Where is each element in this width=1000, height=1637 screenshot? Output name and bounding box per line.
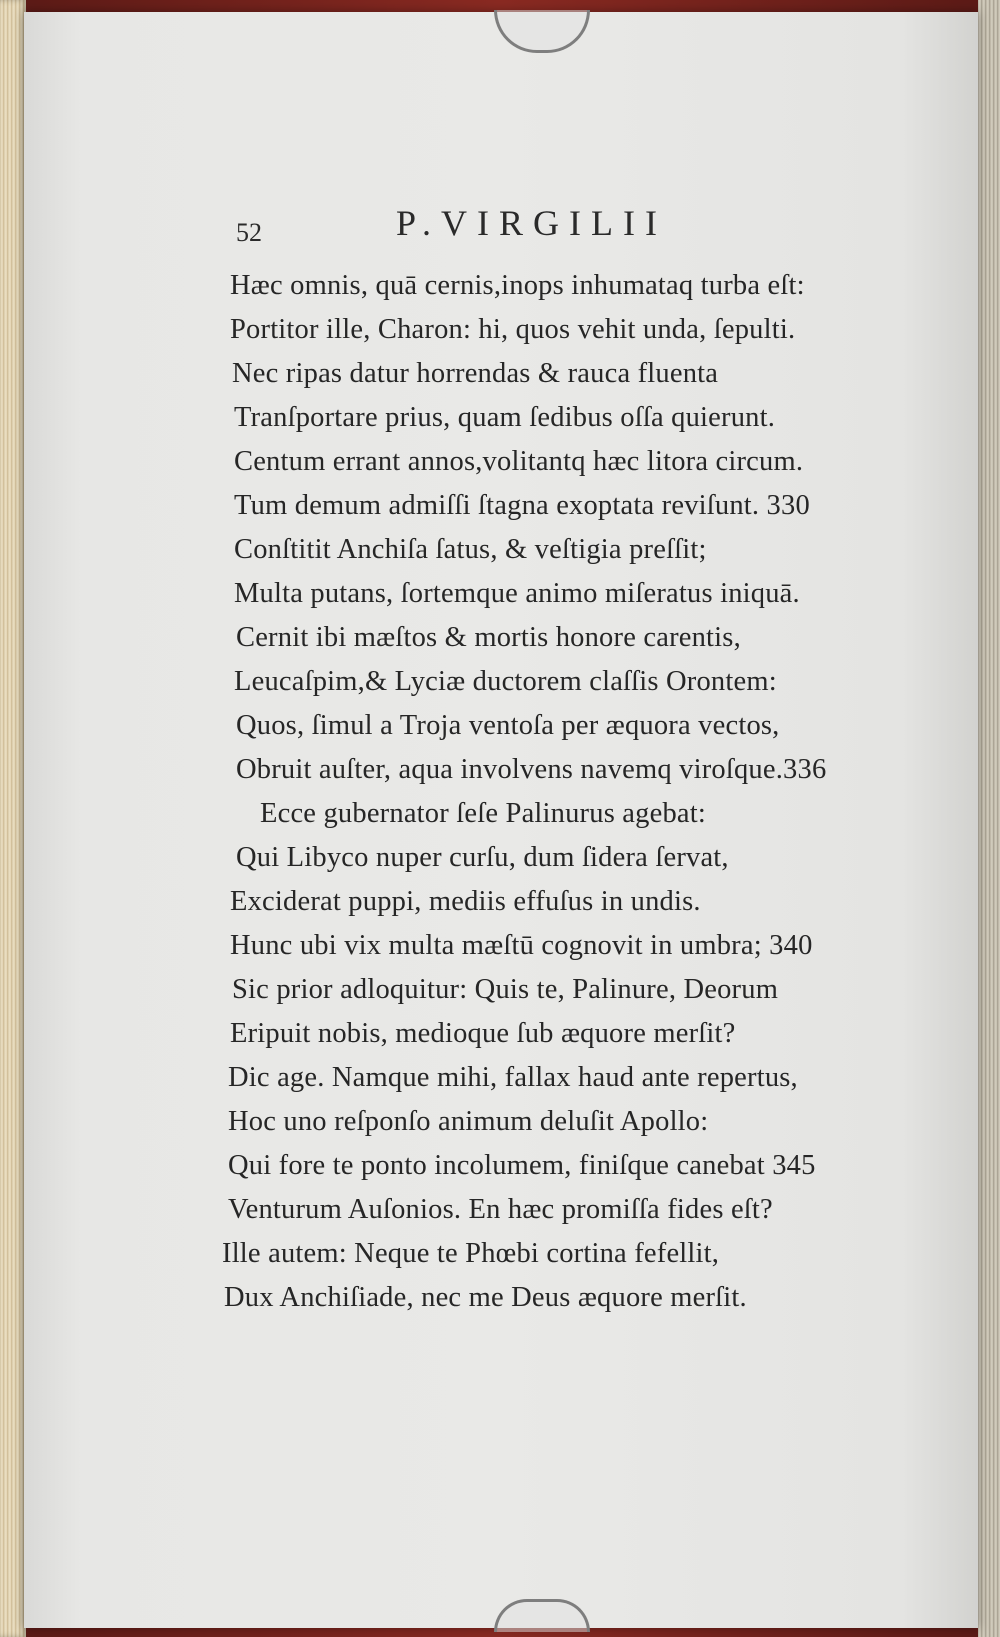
verse-line: Tranſportare prius, quam ſedibus oſſa quierunt.: [234, 402, 776, 433]
page-clip-top: [494, 10, 590, 53]
verse-line: Venturum Auſonios. En hæc promiſſa fides eſt?: [228, 1194, 773, 1225]
verse-line: Dic age. Namque mihi, fallax haud ante repertus,: [228, 1062, 798, 1093]
verse-line: Centum errant annos,volitantq hæc litora circum.: [234, 446, 804, 477]
verse-line: Dux Anchiſiade, nec me Deus æquore merſit.: [224, 1282, 747, 1313]
page-number: 52: [236, 218, 262, 247]
book-page: [24, 12, 978, 1628]
verse-line: Qui Libyco nuper curſu, dum ſidera ſervat,: [236, 842, 729, 873]
verse-line: Hunc ubi vix multa mæſtū cognovit in umbra; 340: [230, 930, 813, 961]
verse-line: Eripuit nobis, medioque ſub æquore merſit?: [230, 1018, 736, 1049]
verse-line: Hoc uno reſponſo animum deluſit Apollo:: [228, 1106, 709, 1137]
running-title: P.VIRGILII: [396, 203, 667, 243]
verse-line: Sic prior adloquitur: Quis te, Palinure, Deorum: [232, 974, 779, 1005]
page-clip-bottom: [494, 1599, 590, 1632]
verse-line: Cernit ibi mæſtos & mortis honore carentis,: [236, 622, 741, 653]
verse-line: Leucaſpim,& Lyciæ ductorem claſſis Orontem:: [234, 666, 777, 697]
right-page-edge: [978, 0, 1000, 1637]
verse-line: Portitor ille, Charon: hi, quos vehit unda, ſepulti.: [230, 314, 796, 345]
page-header: [236, 202, 856, 254]
verse-line: Conſtitit Anchiſa ſatus, & veſtigia preſſit;: [234, 534, 707, 565]
verse-line: Ecce gubernator ſeſe Palinurus agebat:: [260, 798, 706, 829]
page-edges: [0, 0, 26, 1637]
verse-text: [24, 270, 978, 1370]
verse-line: Tum demum admiſſi ſtagna exoptata reviſunt. 330: [234, 490, 810, 521]
verse-line: Exciderat puppi, mediis effuſus in undis.: [230, 886, 701, 917]
verse-line: Hæc omnis, quā cernis,inops inhumataq turba eſt:: [230, 270, 805, 301]
verse-line: Multa putans, ſortemque animo miſeratus iniquā.: [234, 578, 800, 609]
verse-line: Ille autem: Neque te Phœbi cortina fefellit,: [222, 1238, 720, 1269]
verse-line: Quos, ſimul a Troja ventoſa per æquora vectos,: [236, 710, 780, 741]
verse-line: Nec ripas datur horrendas & rauca fluenta: [232, 358, 719, 389]
verse-line: Obruit auſter, aqua involvens navemq viroſque.336: [236, 754, 827, 785]
verse-line: Qui fore te ponto incolumem, finiſque canebat 345: [228, 1150, 816, 1181]
